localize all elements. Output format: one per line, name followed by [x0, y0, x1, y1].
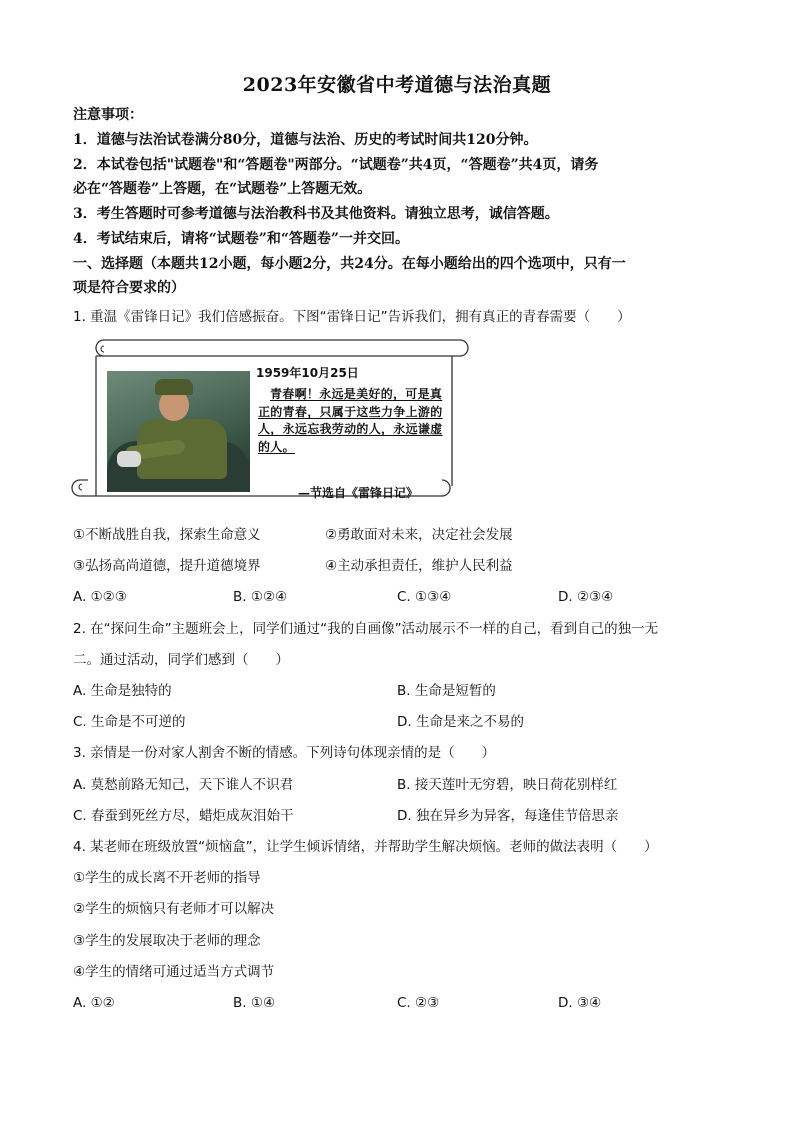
q4-statement-4: ④学生的情绪可通过适当方式调节 — [73, 964, 275, 980]
q4-option-b: B. ①④ — [233, 995, 276, 1011]
q3-option-b: B. 接天莲叶无穷碧，映日荷花别样红 — [397, 777, 618, 793]
q1-option-c: C. ①③④ — [397, 589, 452, 605]
diary-source: —节选自《雷锋日记》 — [298, 486, 419, 500]
scroll-figure — [70, 336, 472, 514]
page-title: 2023年安徽省中考道德与法治真题 — [242, 74, 552, 96]
q1-option-a: A. ①②③ — [73, 589, 127, 605]
q1-stem: 1. 重温《雷锋日记》我们倍感振奋。下图“雷锋日记”告诉我们，拥有真正的青春需要（ ） — [73, 309, 631, 325]
lei-feng-photo — [107, 371, 250, 492]
q4-statement-3: ③学生的发展取决于老师的理念 — [73, 933, 261, 949]
q3-stem: 3. 亲情是一份对家人割舍不断的情感。下列诗句体现亲情的是（ ） — [73, 745, 496, 761]
q1-statement-4: ④主动承担责任，维护人民利益 — [325, 558, 513, 574]
diary-quote: 青春啊！永远是美好的，可是真正的青春，只属于这些力争上游的人，永远忘我劳动的人，永远谦虚的人。 — [258, 387, 443, 454]
q4-option-d: D. ③④ — [558, 995, 602, 1011]
q1-option-b: B. ①②④ — [233, 589, 288, 605]
q3-option-d: D. 独在异乡为异客，每逢佳节倍思亲 — [397, 808, 619, 824]
q4-statement-1: ①学生的成长离不开老师的指导 — [73, 870, 261, 886]
notice-item-4: 4．考试结束后，请将“试题卷”和“答题卷”一并交回。 — [73, 231, 409, 247]
q1-statement-2: ②勇敢面对未来，决定社会发展 — [325, 527, 513, 543]
q3-option-a: A. 莫愁前路无知己，天下谁人不识君 — [73, 777, 294, 793]
notice-item-3: 3．考生答题时可参考道德与法治教科书及其他资料。请独立思考，诚信答题。 — [73, 206, 559, 222]
q3-option-c: C. 春蚕到死丝方尽，蜡炬成灰泪始干 — [73, 808, 294, 824]
notice-item-1: 1．道德与法治试卷满分80分，道德与法治、历史的考试时间共120分钟。 — [73, 132, 538, 148]
notice-heading: 注意事项： — [73, 107, 143, 123]
notice-item-2: 2．本试卷包括"试题卷"和“答题卷"两部分。“试题卷”共4页，“答题卷”共4页，请务 — [73, 157, 599, 173]
q4-option-a: A. ①② — [73, 995, 115, 1011]
diary-date: 1959年10月25日 — [256, 366, 359, 380]
q1-statement-1: ①不断战胜自我，探索生命意义 — [73, 527, 261, 543]
q2-option-d: D. 生命是来之不易的 — [397, 714, 524, 730]
q4-option-c: C. ②③ — [397, 995, 440, 1011]
q1-statement-3: ③弘扬高尚道德，提升道德境界 — [73, 558, 261, 574]
q4-statement-2: ②学生的烦恼只有老师才可以解决 — [73, 901, 275, 917]
q2-option-a: A. 生命是独特的 — [73, 683, 172, 699]
section-heading: 一、选择题（本题共12小题，每小题2分，共24分。在每小题给出的四个选项中，只有一 — [73, 256, 626, 272]
notice-item-2-cont: 必在“答题卷”上答题，在“试题卷”上答题无效。 — [73, 181, 372, 197]
section-heading-cont: 项是符合要求的） — [73, 280, 185, 296]
q2-option-c: C. 生命是不可逆的 — [73, 714, 186, 730]
q2-stem: 2. 在“探问生命”主题班会上，同学们通过“我的自画像”活动展示不一样的自己，看到自己的独一无 — [73, 621, 659, 637]
q2-option-b: B. 生命是短暂的 — [397, 683, 496, 699]
q1-option-d: D. ②③④ — [558, 589, 614, 605]
q4-stem: 4. 某老师在班级放置“烦恼盒”，让学生倾诉情绪，并帮助学生解决烦恼。老师的做法表明（ ） — [73, 839, 658, 855]
q2-stem-cont: 二。通过活动，同学们感到（ ） — [73, 652, 289, 668]
